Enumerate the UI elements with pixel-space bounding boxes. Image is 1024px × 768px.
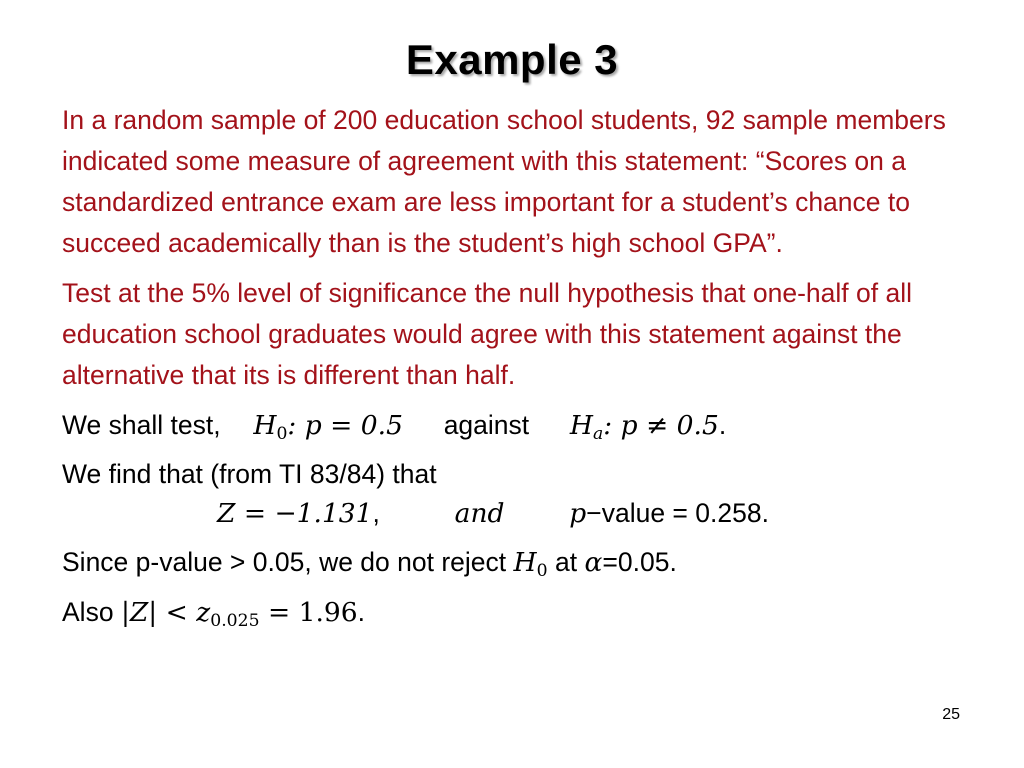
against-word: against <box>443 410 530 440</box>
since-text: Since p-value > 0.05, we do not reject <box>62 547 507 577</box>
critical-value-line <box>62 592 982 633</box>
null-hypothesis: $H_0$: p = 0.5 <box>253 410 403 445</box>
final-period: . <box>357 597 365 627</box>
critical-comparison: $|Z| < z_{0.025} = 1.96$ <box>120 597 358 632</box>
z-statistic: Z = −1.131 <box>217 498 373 529</box>
slide-title: Example 3 <box>405 36 619 83</box>
at-word: at <box>555 547 578 577</box>
conclusion-line <box>62 542 982 583</box>
p-value-text: −value = 0.258. <box>586 498 769 528</box>
test-intro: We shall test, <box>62 410 221 440</box>
hypothesis-line <box>62 405 982 446</box>
null-hypothesis-ref: $H_0$ <box>513 547 548 582</box>
p-symbol: p <box>569 498 587 529</box>
alternative-hypothesis: $H_a$: p ≠ 0.5 <box>569 410 719 445</box>
slide-body <box>62 100 982 642</box>
find-intro: We find that (from TI 83/84) that <box>62 459 437 489</box>
problem-paragraph-1: In a random sample of 200 education school students, 92 sample members indicated some measure of agreement with this statement: “Scores on a standardized entrance exam are less important for a student’s chance to succeed academically than is the student’s high school GPA”. <box>62 105 946 258</box>
also-word: Also <box>62 597 114 627</box>
hypothesis-period: . <box>718 410 727 440</box>
alpha-symbol: α <box>584 547 603 578</box>
z-comma: , <box>372 498 380 528</box>
alpha-value: =0.05. <box>602 547 677 577</box>
and-word: and <box>454 498 505 529</box>
page-number: 25 <box>942 706 960 723</box>
problem-paragraph-2: Test at the 5% level of significance the null hypothesis that one-half of all education school graduates would agree with this statement against the alternative that its is different than half. <box>62 278 912 390</box>
result-block <box>62 455 982 533</box>
